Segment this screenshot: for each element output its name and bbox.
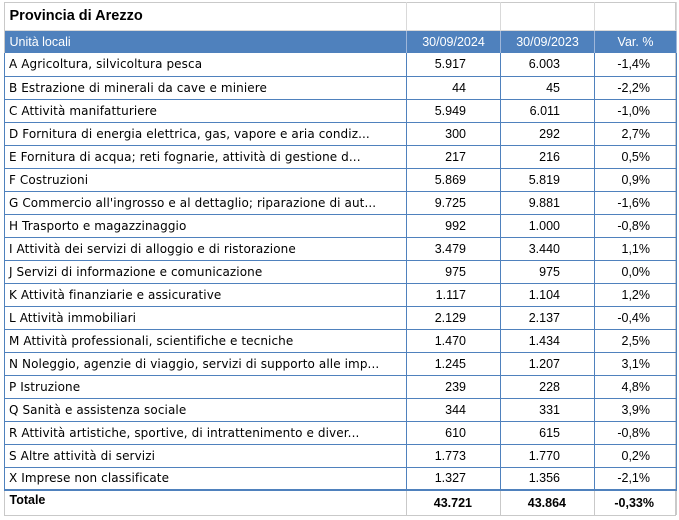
row-variation: -1,6% [595, 191, 677, 214]
table-row [5, 191, 677, 214]
row-label: J Servizi di informazione e comunicazione [5, 260, 407, 283]
row-value-2023: 5.819 [501, 168, 595, 191]
row-variation: -0,4% [595, 306, 677, 329]
row-label: S Altre attività di servizi [5, 444, 407, 467]
row-variation: -2,2% [595, 76, 677, 99]
table-row [5, 444, 677, 467]
row-value-2023: 6.003 [501, 53, 595, 76]
table-title: Provincia di Arezzo [5, 2, 407, 30]
row-value-2024: 1.470 [407, 329, 501, 352]
row-value-2024: 44 [407, 76, 501, 99]
row-value-2024: 5.949 [407, 99, 501, 122]
row-label: N Noleggio, agenzie di viaggio, servizi di supporto alle imp... [5, 352, 407, 375]
row-value-2023: 1.207 [501, 352, 595, 375]
row-value-2024: 5.917 [407, 53, 501, 76]
row-value-2024: 3.479 [407, 237, 501, 260]
row-value-2024: 300 [407, 122, 501, 145]
row-value-2023: 615 [501, 421, 595, 444]
table-row [5, 237, 677, 260]
row-value-2024: 2.129 [407, 306, 501, 329]
total-2023: 43.864 [501, 490, 595, 515]
row-value-2023: 1.000 [501, 214, 595, 237]
row-value-2023: 1.104 [501, 283, 595, 306]
row-value-2024: 975 [407, 260, 501, 283]
table-row [5, 352, 677, 375]
header-2023: 30/09/2023 [501, 30, 595, 53]
table-row [5, 467, 677, 490]
table-row [5, 283, 677, 306]
row-variation: -1,4% [595, 53, 677, 76]
title-row [5, 2, 677, 30]
row-value-2023: 331 [501, 398, 595, 421]
row-value-2024: 1.773 [407, 444, 501, 467]
row-value-2024: 5.869 [407, 168, 501, 191]
header-label: Unità locali [5, 30, 407, 53]
row-label: E Fornitura di acqua; reti fognarie, attività di gestione d... [5, 145, 407, 168]
table-row [5, 214, 677, 237]
empty-cell [407, 2, 501, 30]
row-value-2023: 6.011 [501, 99, 595, 122]
row-variation: 0,9% [595, 168, 677, 191]
row-label: X Imprese non classificate [5, 467, 407, 490]
table-row [5, 329, 677, 352]
row-value-2024: 1.117 [407, 283, 501, 306]
row-variation: 2,5% [595, 329, 677, 352]
table-row [5, 145, 677, 168]
table-row [5, 260, 677, 283]
row-variation: 3,9% [595, 398, 677, 421]
row-variation: -2,1% [595, 467, 677, 490]
row-label: I Attività dei servizi di alloggio e di ristorazione [5, 237, 407, 260]
table-row [5, 375, 677, 398]
row-value-2024: 217 [407, 145, 501, 168]
row-value-2024: 992 [407, 214, 501, 237]
header-2024: 30/09/2024 [407, 30, 501, 53]
row-value-2024: 1.245 [407, 352, 501, 375]
row-value-2023: 1.770 [501, 444, 595, 467]
row-value-2024: 344 [407, 398, 501, 421]
row-variation: 4,8% [595, 375, 677, 398]
row-value-2024: 239 [407, 375, 501, 398]
row-variation: -1,0% [595, 99, 677, 122]
total-2024: 43.721 [407, 490, 501, 515]
empty-cell [595, 2, 677, 30]
row-label: R Attività artistiche, sportive, di intrattenimento e diver... [5, 421, 407, 444]
row-label: K Attività finanziarie e assicurative [5, 283, 407, 306]
row-label: H Trasporto e magazzinaggio [5, 214, 407, 237]
row-value-2023: 216 [501, 145, 595, 168]
table-row [5, 398, 677, 421]
row-label: C Attività manifatturiere [5, 99, 407, 122]
total-row [5, 490, 677, 515]
row-label: A Agricoltura, silvicoltura pesca [5, 53, 407, 76]
table-row [5, 122, 677, 145]
row-variation: 0,2% [595, 444, 677, 467]
table-row [5, 53, 677, 76]
table-row [5, 99, 677, 122]
row-variation: -0,8% [595, 421, 677, 444]
row-label: L Attività immobiliari [5, 306, 407, 329]
row-variation: 3,1% [595, 352, 677, 375]
row-value-2024: 1.327 [407, 467, 501, 490]
table-row [5, 306, 677, 329]
row-label: B Estrazione di minerali da cave e miniere [5, 76, 407, 99]
header-var: Var. % [595, 30, 677, 53]
row-value-2023: 2.137 [501, 306, 595, 329]
empty-cell [501, 2, 595, 30]
row-label: Q Sanità e assistenza sociale [5, 398, 407, 421]
row-label: F Costruzioni [5, 168, 407, 191]
row-variation: -0,8% [595, 214, 677, 237]
row-value-2024: 610 [407, 421, 501, 444]
data-table [4, 2, 677, 515]
row-variation: 0,0% [595, 260, 677, 283]
row-label: P Istruzione [5, 375, 407, 398]
row-value-2023: 975 [501, 260, 595, 283]
row-variation: 1,2% [595, 283, 677, 306]
row-label: D Fornitura di energia elettrica, gas, vapore e aria condiz... [5, 122, 407, 145]
table-row [5, 168, 677, 191]
total-var: -0,33% [595, 490, 677, 515]
row-value-2023: 1.356 [501, 467, 595, 490]
row-value-2023: 9.881 [501, 191, 595, 214]
row-value-2023: 292 [501, 122, 595, 145]
row-variation: 1,1% [595, 237, 677, 260]
total-label: Totale [5, 490, 407, 515]
row-variation: 0,5% [595, 145, 677, 168]
row-variation: 2,7% [595, 122, 677, 145]
row-label: G Commercio all'ingrosso e al dettaglio; riparazione di aut... [5, 191, 407, 214]
row-value-2023: 45 [501, 76, 595, 99]
header-row [5, 30, 677, 53]
table-row [5, 421, 677, 444]
row-value-2023: 1.434 [501, 329, 595, 352]
row-value-2024: 9.725 [407, 191, 501, 214]
row-value-2023: 3.440 [501, 237, 595, 260]
row-value-2023: 228 [501, 375, 595, 398]
table-row [5, 76, 677, 99]
row-label: M Attività professionali, scientifiche e tecniche [5, 329, 407, 352]
